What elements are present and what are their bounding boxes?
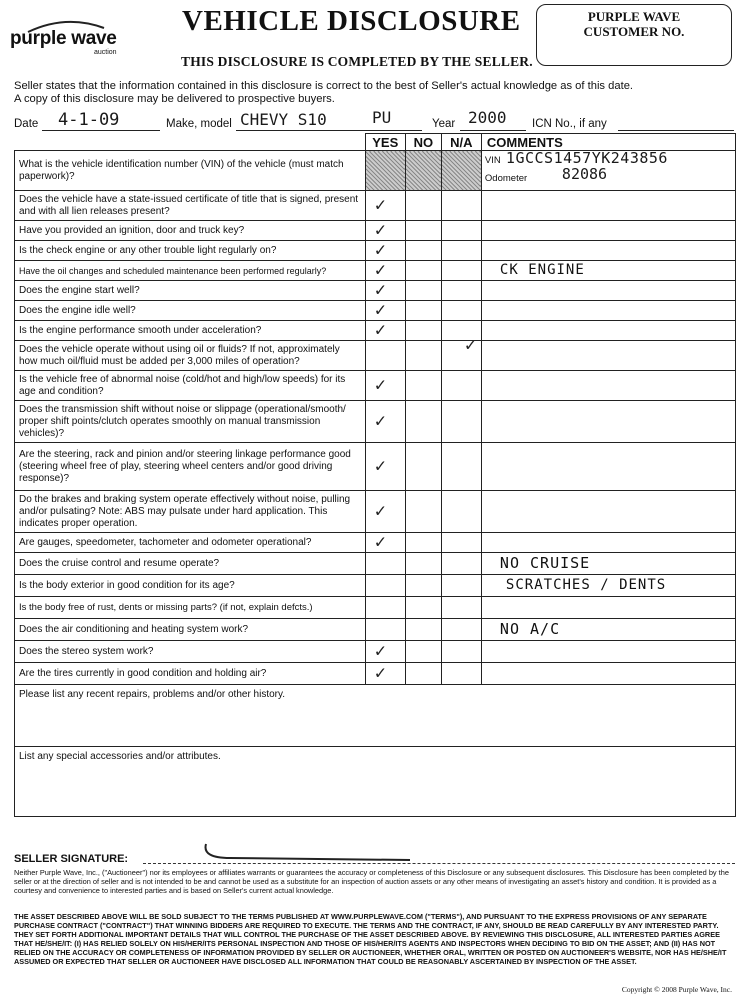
table-row xyxy=(15,685,736,747)
yes-cell xyxy=(365,401,405,443)
no-cell xyxy=(405,641,441,663)
comment-cell xyxy=(481,221,735,241)
question-text: Is the vehicle free of abnormal noise (cold/hot and high/low speeds) for its age and condition? xyxy=(15,371,366,401)
disclosure-table xyxy=(14,133,736,817)
check-mark: ✓ xyxy=(463,335,478,355)
vin-label: VIN xyxy=(484,155,501,166)
comment-cell xyxy=(481,191,735,221)
table-row xyxy=(15,241,736,261)
table-row xyxy=(15,597,736,619)
no-cell xyxy=(405,261,441,281)
yes-cell xyxy=(365,553,405,575)
no-cell xyxy=(405,575,441,597)
table-row xyxy=(15,443,736,491)
intro-line2: A copy of this disclosure may be delivered to prospective buyers. xyxy=(14,93,335,105)
question-text: List any special accessories and/or attributes. xyxy=(15,747,736,817)
no-cell xyxy=(405,281,441,301)
table-row xyxy=(15,533,736,553)
comment-cell xyxy=(481,619,735,641)
no-cell xyxy=(405,553,441,575)
na-cell xyxy=(441,533,481,553)
intro-text xyxy=(14,80,734,106)
na-cell xyxy=(441,491,481,533)
comment-cell xyxy=(481,261,735,281)
yes-cell xyxy=(365,371,405,401)
question-text: Does the vehicle have a state-issued certificate of title that is signed, present and with all lien releases present? xyxy=(15,191,366,221)
yes-cell xyxy=(365,221,405,241)
check-mark: ✓ xyxy=(373,501,388,521)
table-row xyxy=(15,191,736,221)
yes-cell xyxy=(365,281,405,301)
odometer-value: 82086 xyxy=(561,165,608,183)
question-text: Do the brakes and braking system operate effectively without noise, pulling and/or pulsating? Note: ABS may pulsate under hard application. This indicates proper operation. xyxy=(15,491,366,533)
question-text: Are gauges, speedometer, tachometer and odometer operational? xyxy=(15,533,366,553)
date-label: Date xyxy=(14,118,39,130)
customer-box-line1: PURPLE WAVE xyxy=(587,9,681,24)
question-text: Please list any recent repairs, problems and/or other history. xyxy=(15,685,736,747)
comment-cell xyxy=(481,575,735,597)
comment-text: NO A/C xyxy=(499,619,561,638)
no-cell xyxy=(405,341,441,371)
comment-cell xyxy=(481,443,735,491)
comment-cell xyxy=(481,663,735,685)
table-row xyxy=(15,221,736,241)
yes-cell xyxy=(365,241,405,261)
comment-cell xyxy=(481,401,735,443)
na-cell xyxy=(441,443,481,491)
vin-comment-cell xyxy=(481,151,735,191)
yes-cell xyxy=(365,443,405,491)
question-text: Is the body exterior in good condition for its age? xyxy=(15,575,366,597)
question-text: Does the cruise control and resume operate? xyxy=(15,553,366,575)
question-text: Have the oil changes and scheduled maintenance been performed regularly? xyxy=(15,261,366,281)
na-cell xyxy=(441,575,481,597)
no-header: NO xyxy=(405,134,441,151)
check-mark: ✓ xyxy=(373,456,388,476)
na-cell xyxy=(441,619,481,641)
yes-cell xyxy=(365,341,405,371)
comment-cell xyxy=(481,597,735,619)
yes-cell xyxy=(365,301,405,321)
na-cell xyxy=(441,597,481,619)
na-cell xyxy=(441,663,481,685)
check-mark: ✓ xyxy=(373,280,388,300)
comment-cell xyxy=(481,241,735,261)
na-cell xyxy=(441,401,481,443)
comments-header: COMMENTS xyxy=(481,134,735,151)
check-mark: ✓ xyxy=(373,641,388,661)
question-text: What is the vehicle identification number (VIN) of the vehicle (must match paperwork)? xyxy=(15,151,366,191)
question-text: Are the steering, rack and pinion and/or steering linkage performance good (steering wheel free of play, steering wheel centers and/or good driving response)? xyxy=(15,443,366,491)
na-cell xyxy=(441,335,481,371)
no-cell xyxy=(405,151,441,191)
no-cell xyxy=(405,443,441,491)
table-row xyxy=(15,261,736,281)
na-header: N/A xyxy=(441,134,481,151)
yes-cell xyxy=(365,191,405,221)
yes-cell xyxy=(365,597,405,619)
disclaimer-text: Neither Purple Wave, Inc., ("Auctioneer") nor its employees or affiliates warrants or guarantees the accuracy or completeness of this Disclosure or any subsequent disclosures. This Disclosure has been completed by the seller or at the direction of seller and is not intended to be and cannot be used as a substitute for an inspection of auction assets or any other means of investigating an asset's history and condition. It is provided as a courtesy and convenience to interested parties and is based on Seller's current actual knowledge. xyxy=(14,868,729,895)
check-mark: ✓ xyxy=(373,260,388,280)
comment-text: SCRATCHES / DENTS xyxy=(505,576,667,593)
yes-cell xyxy=(365,619,405,641)
page-title: VEHICLE DISCLOSURE xyxy=(182,5,521,37)
na-cell xyxy=(441,241,481,261)
question-text: Does the vehicle operate without using oil or fluids? If not, approximately how much oil/fluid must be added per 3,000 miles of operation? xyxy=(15,341,366,371)
no-cell xyxy=(405,301,441,321)
comment-cell xyxy=(481,281,735,301)
na-cell xyxy=(441,191,481,221)
make-value: CHEVY S10 xyxy=(240,110,327,129)
no-cell xyxy=(405,241,441,261)
comment-cell xyxy=(481,321,735,341)
logo-text: purple wave xyxy=(10,28,117,49)
no-cell xyxy=(405,191,441,221)
no-cell xyxy=(405,491,441,533)
na-cell xyxy=(441,301,481,321)
table-row xyxy=(15,491,736,533)
question-text: Does the transmission shift without noise or slippage (operational/smooth/ proper shift points/clutch operates smoothly on manual transmission vehicles)? xyxy=(15,401,366,443)
no-cell xyxy=(405,401,441,443)
logo-suffix: auction xyxy=(94,49,117,56)
check-mark: ✓ xyxy=(373,411,388,431)
vehicle-info-line xyxy=(14,108,734,134)
check-mark: ✓ xyxy=(373,532,388,552)
question-text: Does the engine start well? xyxy=(15,281,366,301)
comment-cell xyxy=(481,533,735,553)
comment-cell xyxy=(481,371,735,401)
table-row xyxy=(15,575,736,597)
table-row xyxy=(15,281,736,301)
check-mark: ✓ xyxy=(373,320,388,340)
customer-number-box xyxy=(536,4,732,66)
comment-cell xyxy=(481,491,735,533)
no-cell xyxy=(405,663,441,685)
purple-wave-logo xyxy=(8,18,128,62)
comment-cell xyxy=(481,341,735,371)
table-row xyxy=(15,321,736,341)
table-row xyxy=(15,553,736,575)
yes-cell xyxy=(365,641,405,663)
question-text: Is the engine performance smooth under acceleration? xyxy=(15,321,366,341)
question-text: Does the air conditioning and heating system work? xyxy=(15,619,366,641)
no-cell xyxy=(405,533,441,553)
no-cell xyxy=(405,597,441,619)
yes-cell xyxy=(365,491,405,533)
date-value: 4-1-09 xyxy=(58,110,120,130)
yes-header: YES xyxy=(365,134,405,151)
table-row xyxy=(15,663,736,685)
yes-cell xyxy=(365,575,405,597)
yes-cell xyxy=(365,261,405,281)
comment-text: CK ENGINE xyxy=(499,261,585,278)
question-text: Does the engine idle well? xyxy=(15,301,366,321)
no-cell xyxy=(405,619,441,641)
question-text: Are the tires currently in good condition and holding air? xyxy=(15,663,366,685)
yes-cell xyxy=(365,321,405,341)
no-cell xyxy=(405,321,441,341)
yes-cell xyxy=(365,533,405,553)
check-mark: ✓ xyxy=(373,375,388,395)
no-cell xyxy=(405,221,441,241)
no-cell xyxy=(405,371,441,401)
na-cell xyxy=(441,151,481,191)
copyright: Copyright © 2008 Purple Wave, Inc. xyxy=(621,985,732,994)
table-header-row xyxy=(15,134,736,151)
icn-label: ICN No., if any xyxy=(532,118,607,130)
comment-cell xyxy=(481,641,735,663)
year-value: 2000 xyxy=(468,108,507,127)
table-row xyxy=(15,619,736,641)
yes-cell xyxy=(365,151,405,191)
table-row xyxy=(15,747,736,817)
question-text: Have you provided an ignition, door and truck key? xyxy=(15,221,366,241)
comment-cell xyxy=(481,553,735,575)
comment-text: NO CRUISE xyxy=(499,553,591,572)
table-row xyxy=(15,151,736,191)
terms-text: THE ASSET DESCRIBED ABOVE WILL BE SOLD SUBJECT TO THE TERMS PUBLISHED AT WWW.PURPLEWAVE.COM ("TERMS"), AND PURSUANT TO THE EXPRESS PROVISIONS OF ANY SEPARATE PURCHASE CONTRACT ("CONTRACT") THAT WINNING BIDDERS ARE REQUIRED TO EXECUTE. THE TERMS AND THE CONTRACT, IF ANY, SHOULD BE READ CAREFULLY BY ANY INTERESTED PARTY. THEY SET FORTH ADDITIONAL IMPORTANT DETAILS THAT WILL CONTROL THE PURCHASE OF THE ASSET DESCRIBED ABOVE. BY REVIEWING THIS DISCLOSURE, ALL INTERESTED PARTIES AGREE THAT HE/SHE/IT: (I) HAS RELIED SOLELY ON HIS/HER/ITS PERSONAL INSPECTION AND THOSE OF HIS/HER/ITS AGENTS AND INSPECTORS WHEN DECIDING TO BID ON THE ASSET; AND (II) HAS NOT RELIED ON THE ACCURACY OR COMPLETENESS OF INFORMATION PROVIDED BY SELLER OR AUCTIONEER, WHETHER ORAL, WRITTEN OR POSTED ON AUCTIONEER'S WEBSITE, NOR HAS HE/SHE/IT ASSUMED OR EXPECTED THAT SELLER OR AUCTIONEER HAVE DISCLOSED ALL INFORMATION THAT COULD BE REASONABLY ASCERTAINED BY INSPECTION OF THE ASSET. xyxy=(14,912,727,966)
na-cell xyxy=(441,281,481,301)
na-cell xyxy=(441,261,481,281)
question-text: Is the body free of rust, dents or missing parts? (if not, explain defcts.) xyxy=(15,597,366,619)
page-subtitle: THIS DISCLOSURE IS COMPLETED BY THE SELLER. xyxy=(181,54,533,69)
year-label: Year xyxy=(432,118,456,130)
yes-cell xyxy=(365,663,405,685)
signature-label: SELLER SIGNATURE: xyxy=(14,853,129,865)
make-value-2: PU xyxy=(372,108,392,127)
odometer-label: Odometer xyxy=(484,173,528,184)
table-row xyxy=(15,641,736,663)
comment-cell xyxy=(481,301,735,321)
check-mark: ✓ xyxy=(373,300,388,320)
check-mark: ✓ xyxy=(373,220,388,240)
check-mark: ✓ xyxy=(373,240,388,260)
table-row xyxy=(15,341,736,371)
check-mark: ✓ xyxy=(373,663,388,683)
check-mark: ✓ xyxy=(373,195,388,215)
na-cell xyxy=(441,221,481,241)
na-cell xyxy=(441,641,481,663)
na-cell xyxy=(441,371,481,401)
make-label: Make, model xyxy=(166,118,232,130)
intro-line1: Seller states that the information contained in this disclosure is correct to the best of Seller's actual knowledge as of this date. xyxy=(14,80,634,92)
table-row xyxy=(15,371,736,401)
question-text: Does the stereo system work? xyxy=(15,641,366,663)
vin-value: 1GCCS1457YK243856 xyxy=(505,149,668,167)
na-cell xyxy=(441,553,481,575)
table-row xyxy=(15,401,736,443)
signature-scribble-icon xyxy=(200,840,420,866)
table-row xyxy=(15,301,736,321)
question-text: Is the check engine or any other trouble light regularly on? xyxy=(15,241,366,261)
customer-box-line2: CUSTOMER NO. xyxy=(583,24,685,39)
